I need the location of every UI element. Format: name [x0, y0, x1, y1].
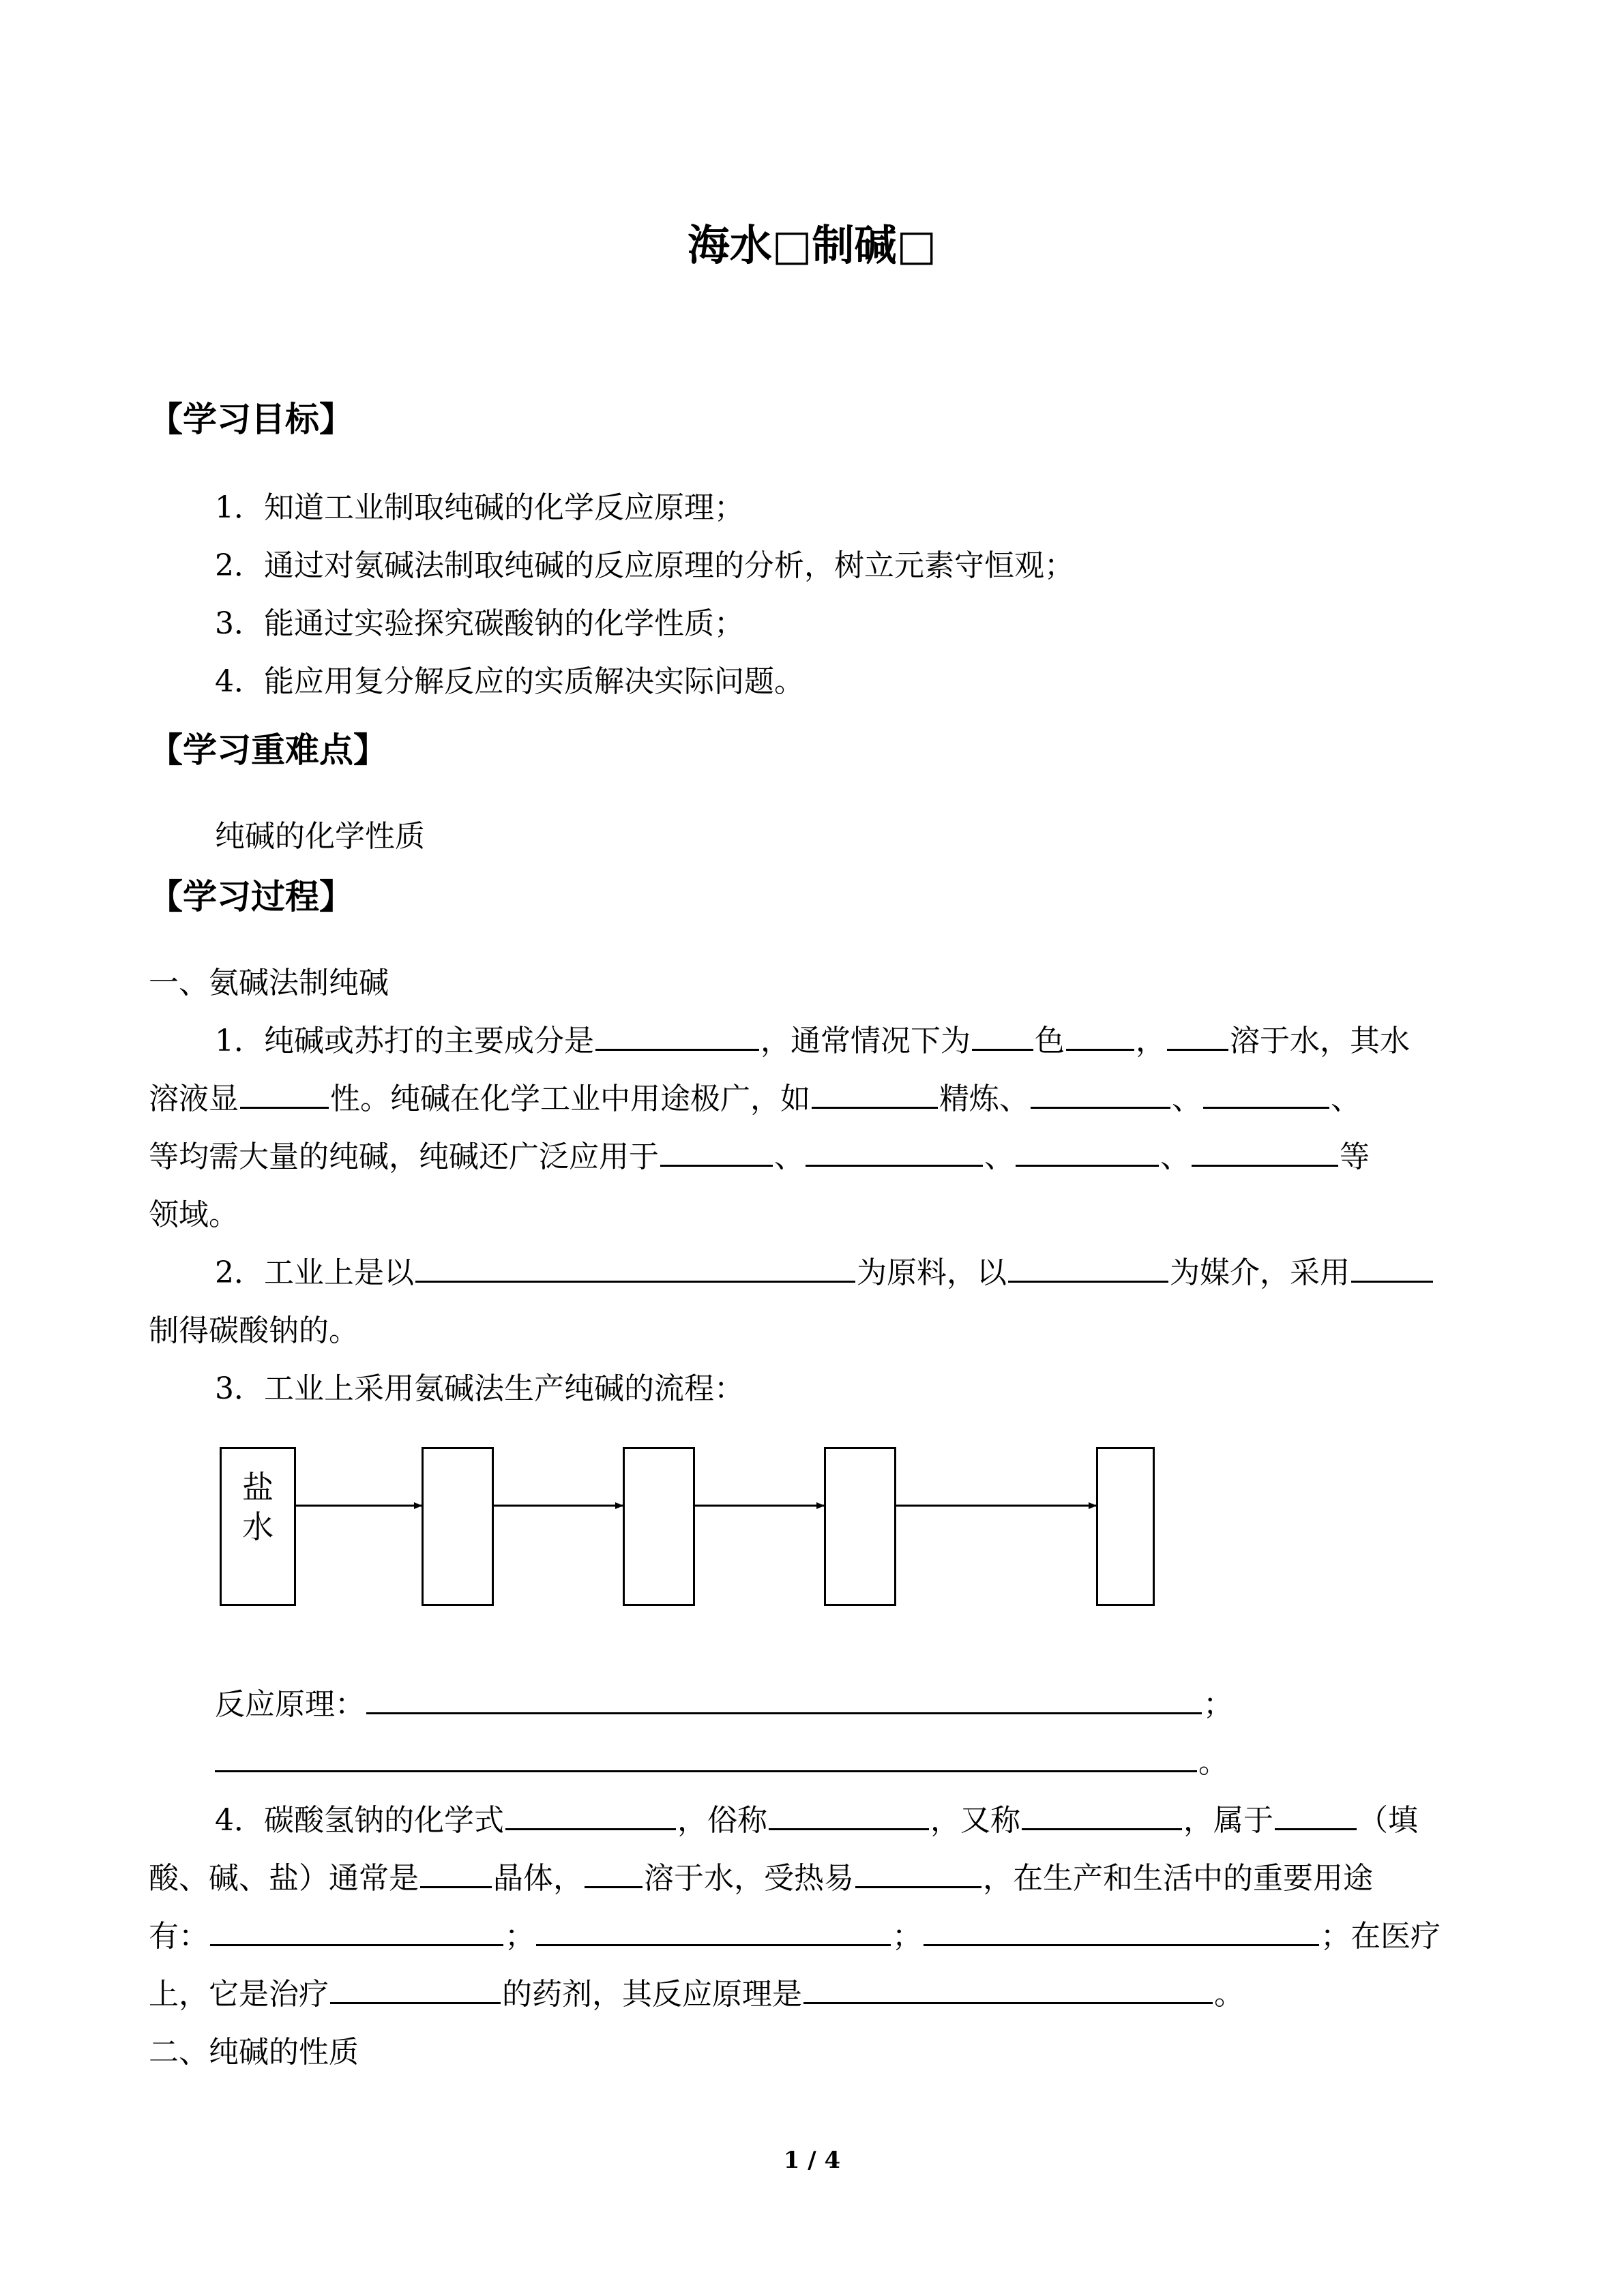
q4-text: ；在医疗 — [1320, 1919, 1441, 1954]
q4-text: 酸、碱、盐）通常是 — [149, 1861, 419, 1896]
q4-text: 的药剂，其反应原理是 — [502, 1977, 802, 2012]
fill-blank[interactable] — [1022, 1800, 1182, 1830]
section2-title: 二、纯碱的性质 — [149, 2035, 359, 2070]
fill-blank[interactable] — [803, 1973, 1213, 2004]
q1-text: 、 — [984, 1139, 1014, 1174]
q1-text: 性。纯碱在化学工业中用途极广，如 — [330, 1082, 810, 1116]
q2-text: 2．工业上是以 — [215, 1255, 414, 1290]
heading-key-points: 【学习重难点】 — [149, 730, 387, 770]
q4-text: 上，它是治疗 — [149, 1977, 329, 2012]
heading-objectives: 【学习目标】 — [149, 400, 353, 439]
fill-blank[interactable] — [366, 1684, 1202, 1714]
q1-text: 1．纯碱或苏打的主要成分是 — [215, 1024, 594, 1058]
principle-end: 。 — [1198, 1745, 1228, 1780]
principle-line-2 — [215, 1738, 1228, 1781]
q1-text: 溶液显 — [149, 1082, 239, 1116]
q4-line-4 — [149, 1969, 1244, 2013]
objective-item: 2．通过对氨碱法制取纯碱的反应原理的分析，树立元素守恒观； — [215, 548, 1074, 583]
fill-blank[interactable] — [855, 1858, 981, 1888]
flow-box-label: 盐 — [242, 1469, 274, 1506]
key-point-text: 纯碱的化学性质 — [215, 819, 425, 854]
fill-blank[interactable] — [210, 1915, 503, 1946]
objective-item: 3．能通过实验探究碳酸钠的化学性质； — [215, 606, 744, 641]
q2-text: 为媒介，采用 — [1170, 1255, 1350, 1290]
q1-text: 、 — [1172, 1082, 1202, 1116]
q1-text: ， — [1136, 1024, 1166, 1058]
q1-text: 精炼、 — [939, 1082, 1029, 1116]
fill-blank[interactable] — [924, 1915, 1319, 1946]
q1-text: 、 — [1331, 1082, 1361, 1116]
q2-text: 为原料，以 — [857, 1255, 1007, 1290]
fill-blank[interactable] — [585, 1858, 643, 1888]
q4-text: 4．碳酸氢钠的化学式 — [215, 1803, 504, 1838]
q1-text: 溶于水，其水 — [1230, 1024, 1410, 1058]
fill-blank[interactable] — [536, 1915, 891, 1946]
q1-line-4: 领域。 — [149, 1197, 239, 1232]
flow-box-label: 水 — [242, 1508, 274, 1545]
fill-blank[interactable] — [769, 1800, 929, 1830]
q4-line-1 — [215, 1795, 1418, 1839]
q1-text: 等均需大量的纯碱，纯碱还广泛应用于 — [149, 1139, 659, 1174]
objective-item: 1．知道工业制取纯碱的化学反应原理； — [215, 490, 744, 525]
fill-blank[interactable] — [1275, 1800, 1357, 1830]
heading-process: 【学习过程】 — [149, 877, 353, 916]
q4-text: ； — [892, 1919, 922, 1954]
q4-line-2 — [149, 1853, 1373, 1897]
q4-text: ，又称 — [930, 1803, 1020, 1838]
principle-line-1 — [215, 1680, 1233, 1723]
q3-title: 3．工业上采用氨碱法生产纯碱的流程： — [215, 1371, 744, 1406]
document-title: 海水□制碱□ — [687, 220, 937, 270]
q1-text: 等 — [1340, 1139, 1370, 1174]
section1-title: 一、氨碱法制纯碱 — [149, 966, 389, 1000]
principle-label: 反应原理： — [215, 1687, 365, 1722]
q4-text: 有： — [149, 1919, 209, 1954]
q2-line-2: 制得碳酸钠的。 — [149, 1313, 359, 1348]
fill-blank[interactable] — [330, 1973, 501, 2004]
q1-text: 、 — [774, 1139, 804, 1174]
objective-item: 4．能应用复分解反应的实质解决实际问题。 — [215, 664, 804, 699]
q4-text: （填 — [1358, 1803, 1418, 1838]
q4-text: ，在生产和生活中的重要用途 — [983, 1861, 1373, 1896]
q4-text: ，俗称 — [677, 1803, 767, 1838]
page-number: 1 / 4 — [783, 2147, 841, 2174]
fill-blank[interactable] — [420, 1858, 492, 1888]
q1-text: 、 — [1160, 1139, 1190, 1174]
fill-blank[interactable] — [215, 1742, 1197, 1772]
q4-text: 。 — [1214, 1977, 1244, 2012]
q4-line-3 — [149, 1911, 1441, 1955]
q1-text: ，通常情况下为 — [761, 1024, 971, 1058]
q4-text: ； — [505, 1919, 535, 1954]
q4-text: 溶于水，受热易 — [644, 1861, 854, 1896]
q4-text: ，属于 — [1183, 1803, 1273, 1838]
q1-text: 色 — [1035, 1024, 1065, 1058]
q4-text: 晶体， — [493, 1861, 583, 1896]
principle-end: ； — [1203, 1687, 1233, 1722]
fill-blank[interactable] — [505, 1800, 676, 1830]
